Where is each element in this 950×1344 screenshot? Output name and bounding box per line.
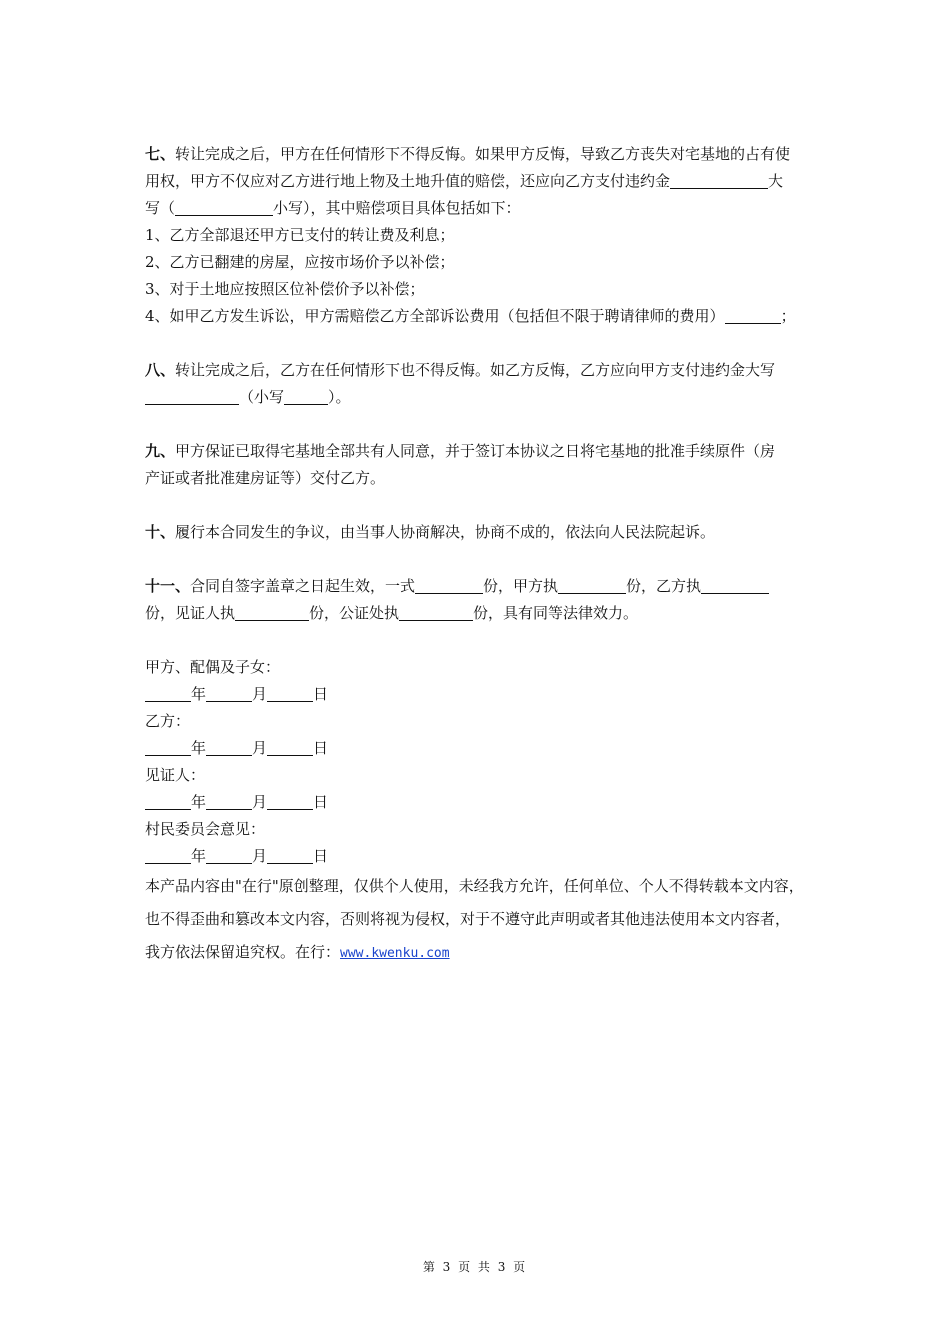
- clause-10: [145, 519, 810, 546]
- date-line: 年 月 日: [145, 735, 810, 762]
- day-blank[interactable]: [267, 793, 313, 810]
- clause-text: （小写: [239, 388, 285, 406]
- signature-party: 见证人：: [145, 766, 206, 784]
- list-item: 1、乙方全部退还甲方已支付的转让费及利息；: [145, 226, 455, 244]
- clause-text: 转让完成之后，甲方在任何情形下不得反悔。如果甲方反悔，导致乙方丧失对宅基地的占有使: [175, 145, 791, 163]
- list-item: 2、乙方已翻建的房屋，应按市场价予以补偿；: [145, 253, 455, 271]
- day-blank[interactable]: [267, 739, 313, 756]
- clause-text: 大: [768, 172, 784, 190]
- clause-text: 份，乙方执: [626, 577, 702, 595]
- document-body: [145, 141, 810, 970]
- disclaimer-text: 本产品内容由"在行"原创整理，仅供个人使用，未经我方允许，任何单位、个人不得转载本文内容，: [145, 877, 804, 895]
- clause-11: [145, 573, 810, 627]
- list-item: 3、对于土地应按照区位补偿价予以补偿；: [145, 280, 425, 298]
- month-blank[interactable]: [206, 793, 252, 810]
- clause-7: [145, 141, 810, 330]
- clause-number: 十、: [145, 523, 176, 541]
- month-blank[interactable]: [206, 847, 252, 864]
- month-blank[interactable]: [206, 739, 252, 756]
- clause-text: 份，见证人执: [145, 604, 236, 622]
- fill-blank[interactable]: [175, 199, 273, 216]
- signature-party: 村民委员会意见：: [145, 820, 266, 838]
- year-blank[interactable]: [145, 793, 191, 810]
- clause-text: 履行本合同发生的争议，由当事人协商解决，协商不成的，依法向人民法院起诉。: [175, 523, 716, 541]
- clause-number: 十一、: [145, 577, 191, 595]
- clause-text: 小写），其中赔偿项目具体包括如下：: [273, 199, 521, 217]
- signature-party: 乙方：: [145, 712, 191, 730]
- clause-text: 转让完成之后，乙方在任何情形下也不得反悔。如乙方反悔，乙方应向甲方支付违约金大写: [175, 361, 776, 379]
- clause-text: 甲方保证已取得宅基地全部共有人同意，并于签订本协议之日将宅基地的批准手续原件（房: [175, 442, 776, 460]
- clause-9: [145, 438, 810, 492]
- clause-text: 写（: [145, 199, 176, 217]
- year-blank[interactable]: [145, 847, 191, 864]
- fill-blank[interactable]: [701, 577, 769, 594]
- clause-text: ）。: [328, 388, 351, 406]
- date-line: 年 月 日: [145, 789, 810, 816]
- signature-section: [145, 654, 810, 870]
- clause-text: 份，公证处执: [309, 604, 400, 622]
- page-footer: 第 3 页 共 3 页: [422, 1260, 528, 1274]
- date-line: 年 月 日: [145, 681, 810, 708]
- fill-blank[interactable]: [558, 577, 626, 594]
- clause-text: 合同自签字盖章之日起生效，一式: [190, 577, 416, 595]
- month-blank[interactable]: [206, 685, 252, 702]
- fill-blank[interactable]: [670, 172, 768, 189]
- clause-text: 份，具有同等法律效力。: [473, 604, 639, 622]
- clause-text: 用权，甲方不仅应对乙方进行地上物及土地升值的赔偿，还应向乙方支付违约金: [145, 172, 671, 190]
- fill-blank[interactable]: [725, 307, 781, 324]
- disclaimer: [145, 870, 810, 970]
- clause-number: 九、: [145, 442, 176, 460]
- clause-number: 七、: [145, 145, 176, 163]
- date-line: 年 月 日: [145, 843, 810, 870]
- day-blank[interactable]: [267, 847, 313, 864]
- website-link[interactable]: www.kwenku.com: [340, 946, 450, 961]
- clause-number: 八、: [145, 361, 176, 379]
- list-item: 4、如甲乙方发生诉讼，甲方需赔偿乙方全部诉讼费用（包括但不限于聘请律师的费用） ；: [145, 307, 796, 325]
- clause-text: 份，甲方执: [483, 577, 559, 595]
- fill-blank[interactable]: [235, 604, 309, 621]
- disclaimer-text: 也不得歪曲和篡改本文内容，否则将视为侵权，对于不遵守此声明或者其他违法使用本文内容者，: [145, 910, 791, 928]
- fill-blank[interactable]: [415, 577, 483, 594]
- clause-text: 产证或者批准建房证等）交付乙方。: [145, 469, 386, 487]
- year-blank[interactable]: [145, 685, 191, 702]
- day-blank[interactable]: [267, 685, 313, 702]
- fill-blank[interactable]: [284, 388, 328, 405]
- signature-party: 甲方、配偶及子女：: [145, 658, 281, 676]
- clause-8: [145, 357, 810, 411]
- fill-blank[interactable]: [145, 388, 239, 405]
- fill-blank[interactable]: [399, 604, 473, 621]
- disclaimer-text: 我方依法保留追究权。在行：: [145, 943, 341, 961]
- year-blank[interactable]: [145, 739, 191, 756]
